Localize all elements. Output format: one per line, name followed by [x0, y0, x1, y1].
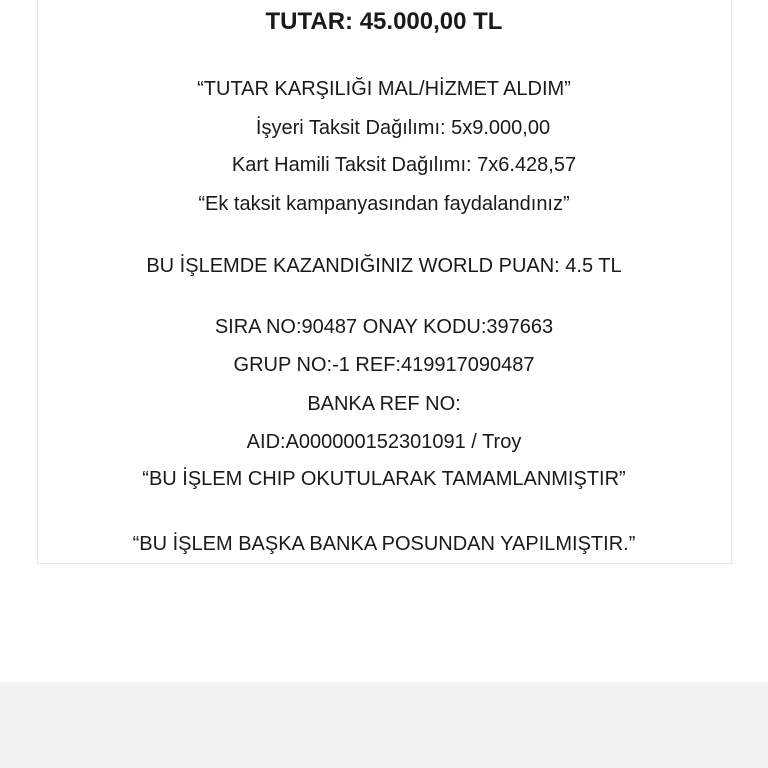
bottom-bar — [0, 682, 768, 768]
merchant-installments: İşyeri Taksit Dağılımı: 5x9.000,00 — [255, 117, 551, 139]
other-bank-note: “BU İŞLEM BAŞKA BANKA POSUNDAN YAPILMIŞTIR.” — [132, 533, 636, 555]
chip-note: “BU İŞLEM CHIP OKUTULARAK TAMAMLANMIŞTIR” — [142, 468, 626, 490]
sequence-approval: SIRA NO:90487 ONAY KODU:397663 — [214, 316, 554, 338]
bank-ref: BANKA REF NO: — [307, 393, 461, 415]
world-points: BU İŞLEMDE KAZANDIĞINIZ WORLD PUAN: 4.5 TL — [146, 255, 622, 277]
cardholder-installments: Kart Hamili Taksit Dağılımı: 7x6.428,57 — [231, 154, 577, 176]
total-amount: TUTAR: 45.000,00 TL — [265, 8, 503, 35]
group-ref: GRUP NO:-1 REF:419917090487 — [233, 354, 535, 376]
campaign-note: “Ek taksit kampanyasından faydalandınız” — [198, 193, 570, 215]
purchase-note: “TUTAR KARŞILIĞI MAL/HİZMET ALDIM” — [197, 78, 571, 100]
aid-line: AID:A000000152301091 / Troy — [246, 431, 522, 453]
